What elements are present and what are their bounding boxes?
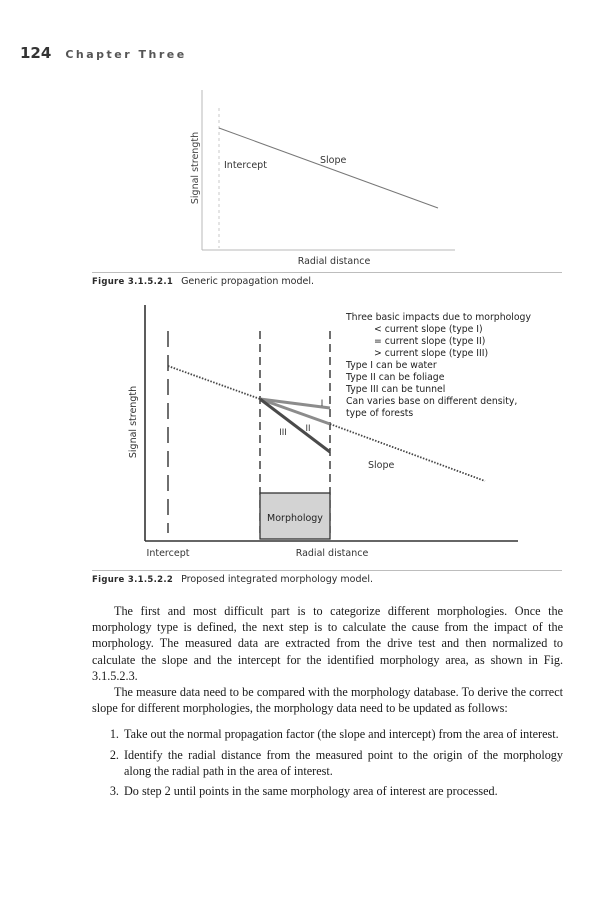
list-item: 1. Take out the normal propagation factor (the slope and intercept) from the area of interest. [122,726,563,742]
fig2-type-iii-label: III [279,428,287,438]
list-item: 3. Do step 2 until points in the same morphology area of interest are processed. [122,783,563,799]
fig2-y-axis-label: Signal strength [128,385,139,459]
figure1-caption [92,276,314,287]
fig2-note-line: Three basic impacts due to morphology [346,312,531,323]
update-steps-list [92,726,563,799]
page-header [20,44,187,62]
fig2-intercept-label: Intercept [146,548,190,559]
page-number: 124 [20,44,52,62]
body-paragraph: The measure data need to be compared with the morphology database. To derive the correct slope for different morphologies, the morphology data need to be updated as follows: [92,685,563,716]
fig2-type-ii-label: II [305,424,311,434]
figure2-rule [92,570,562,571]
body-text [92,603,563,803]
figure1-caption-label: Figure 3.1.5.2.1 [92,277,174,287]
figure2-caption [92,574,373,585]
fig2-note-line: type of forests [346,408,414,419]
fig1-x-axis-label: Radial distance [297,256,371,267]
fig2-morphology-label: Morphology [267,513,323,524]
fig2-slope-label: Slope [368,460,395,471]
fig2-note-line: Can varies base on different density, [346,396,518,407]
list-item: 2. Identify the radial distance from the measured point to the origin of the morphology along the radial path in the area of interest. [122,747,563,779]
figure-morphology-model [0,295,613,565]
chapter-title: Chapter Three [65,48,187,61]
figure2-caption-text: Proposed integrated morphology model. [181,574,373,585]
figure2-caption-label: Figure 3.1.5.2.2 [92,575,174,585]
figure1-caption-text: Generic propagation model. [181,276,314,287]
fig2-note-line: Type III can be tunnel [346,384,446,395]
figure-generic-propagation [0,80,613,280]
fig2-note-line: < current slope (type I) [374,324,483,335]
fig2-slope-after [330,424,485,481]
fig2-x-axis-label: Radial distance [295,548,369,559]
fig1-slope-label: Slope [320,155,347,166]
fig1-y-axis-label: Signal strength [190,131,201,205]
fig2-note-line: = current slope (type II) [374,336,486,347]
fig2-note-line: Type II can be foliage [346,372,445,383]
figure1-rule [92,272,562,273]
fig2-note-line: Type I can be water [346,360,437,371]
fig2-type-i-label: I [320,399,324,409]
fig2-note-line: > current slope (type III) [374,348,489,359]
fig1-intercept-label: Intercept [224,160,267,171]
fig2-slope-before [168,366,260,399]
body-paragraph: The first and most difficult part is to categorize different morphologies. Once the morphology type is defined, the next step is to calculate the cause from the impact of the morphology. The measured data are extracted from the drive test and then normalized to calculate the slope and the intercept for the identified morphology area, as shown in Fig. 3.1.5.2.3. [92,604,563,683]
